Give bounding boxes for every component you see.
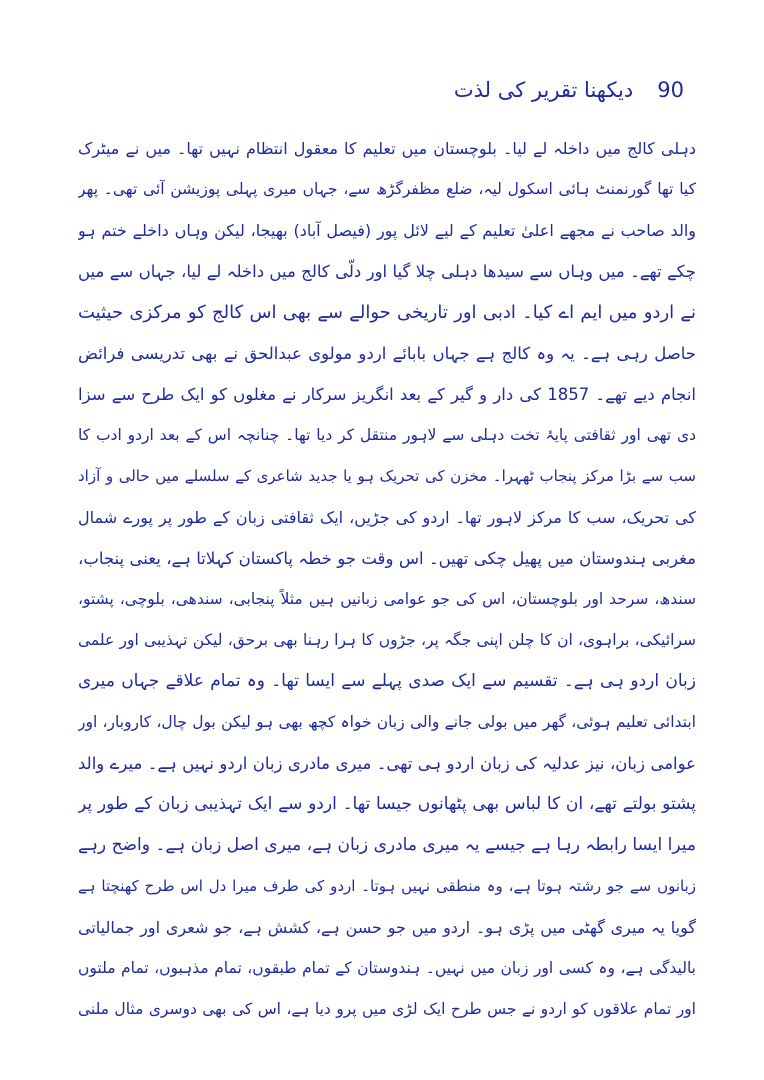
- text-line: والد صاحب نے مجھے اعلیٰ تعلیم کے لیے لائل پور (فیصل آباد) بھیجا، لیکن وہاں داخلے ختم ہو: [78, 221, 696, 240]
- text-line: میرا ایسا رابطہ رہا ہے جیسے یہ میری مادری زبان ہے، میری اصل زبان ہے۔ واضح رہے: [78, 835, 696, 855]
- text-line: دہلی کالج میں داخلہ لے لیا۔ بلوچستان میں تعلیم کا معقول انتظام نہیں تھا۔ میں نے میٹرک: [78, 139, 696, 158]
- text-line: اور تمام علاقوں کو اردو نے جس طرح ایک لڑی میں پرو دیا ہے، اس کی بھی دوسری مثال ملنی: [78, 1000, 696, 1018]
- text-line: بالیدگی ہے، وہ کسی اور زبان میں نہیں۔ ہندوستان کے تمام طبقوں، تمام مذہبوں، تمام ملتوں: [78, 959, 696, 977]
- text-line: مغربی ہندوستان میں پھیل چکی تھیں۔ اس وقت جو خطہ پاکستان کہلاتا ہے، یعنی پنجاب،: [78, 549, 696, 568]
- text-line: سب سے بڑا مرکز پنجاب ٹھہرا۔ مخزن کی تحریک ہو یا جدید شاعری کے سلسلے میں حالی و آزاد: [78, 467, 696, 485]
- text-line: پشتو بولتے تھے، ان کا لباس بھی پٹھانوں جیسا تھا۔ اردو سے ایک تہذیبی زبان کے طور پر: [78, 794, 696, 814]
- text-line: ابتدائی تعلیم ہوئی، گھر میں بولی جانے والی زبان خواہ کچھ بھی ہو لیکن بول چال، کاروبار، اور: [78, 713, 696, 731]
- text-line: سرائیکی، براہوی، ان کا چلن اپنی جگہ پر، جڑوں کا ہرا رہنا بھی برحق، لیکن تہذیبی اور علمی: [78, 631, 696, 649]
- text-line: زبانوں سے جو رشتہ ہوتا ہے، وہ منطقی نہیں ہوتا۔ اردو کی طرف میرا دل اس طرح کھنچتا ہے: [78, 877, 696, 895]
- text-line: گویا یہ میری گھٹی میں پڑی ہو۔ اردو میں جو حسن ہے، کشش ہے، جو شعری اور جمالیاتی: [78, 918, 696, 937]
- text-line: عوامی زبان، نیز عدلیہ کی زبان اردو ہی تھی۔ میری مادری زبان اردو نہیں ہے۔ میرے والد: [78, 754, 696, 773]
- text-line: حاصل رہی ہے۔ یہ وہ کالج ہے جہاں بابائے اردو مولوی عبدالحق نے بھی تدریسی فرائض: [78, 344, 696, 363]
- text-line: سندھ، سرحد اور بلوچستان، اس کی جو عوامی زبانیں ہیں مثلاً پنجابی، سندھی، بلوچی، پشتو،: [78, 590, 696, 608]
- running-title: دیکھنا تقریر کی لذت: [453, 78, 634, 102]
- text-line: زبان اردو ہی ہے۔ تقسیم سے ایک صدی پہلے سے ایسا تھا۔ وہ تمام علاقے جہاں میری: [78, 671, 696, 691]
- running-header: [440, 70, 684, 110]
- text-line: انجام دیے تھے۔ 1857 کی دار و گیر کے بعد انگریز سرکار نے مغلوں کو ایک طرح سے سزا: [78, 385, 696, 404]
- page-number: 90: [657, 78, 684, 102]
- body-text: [78, 128, 696, 1030]
- text-line: دی تھی اور ثقافتی پایۂ تخت دہلی سے لاہور منتقل کر دیا تھا۔ چنانچہ اس کے بعد اردو ادب کا: [78, 426, 696, 444]
- text-line: چکے تھے۔ میں وہاں سے سیدھا دہلی چلا گیا اور دلّی کالج میں داخلہ لے لیا، جہاں سے میں: [78, 262, 696, 281]
- text-line: کی تحریک، سب کا مرکز لاہور تھا۔ اردو کی جڑیں، ایک ثقافتی زبان کے طور پر پورے شمال: [78, 508, 696, 527]
- text-line: کیا تھا گورنمنٹ ہائی اسکول لیہ، ضلع مظفرگڑھ سے، جہاں میری پہلی پوزیشن آئی تھی۔ پھر: [78, 180, 696, 198]
- text-line: نے اردو میں ایم اے کیا۔ ادبی اور تاریخی حوالے سے بھی اس کالج کو مرکزی حیثیت: [78, 302, 696, 323]
